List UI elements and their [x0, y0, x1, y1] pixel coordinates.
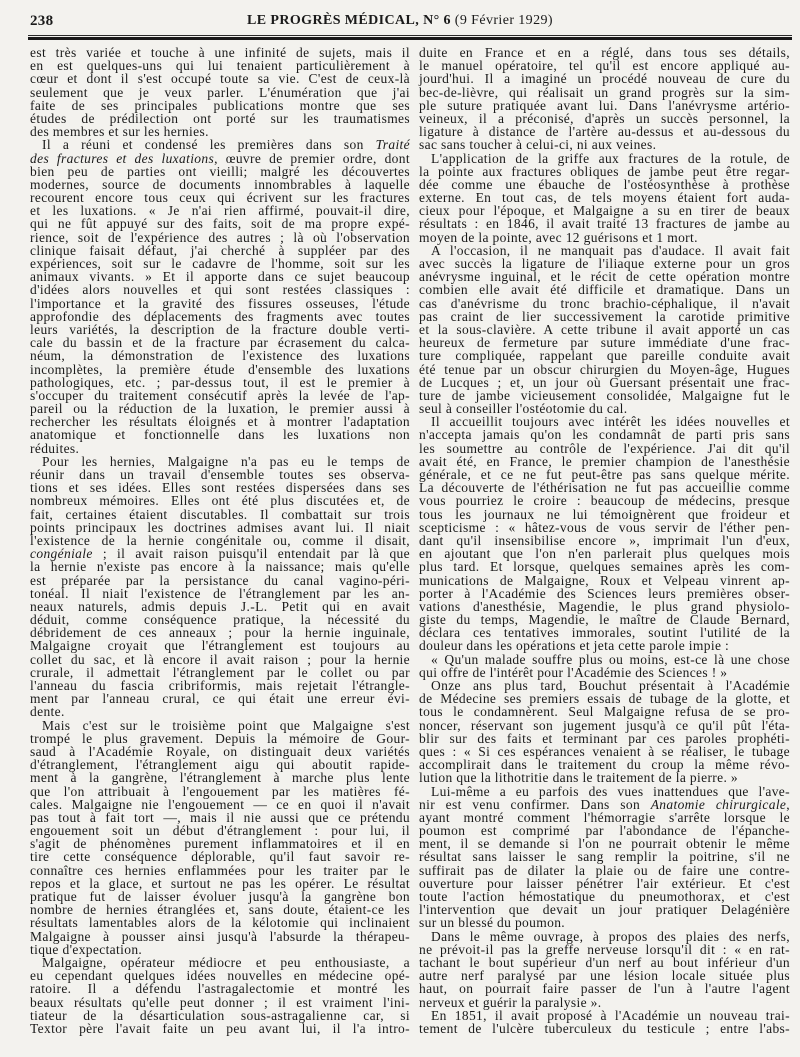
- text-line: pathologiques, etc. ; par-dessus tout, il est le premier à: [30, 374, 410, 390]
- text-line: ques : « Si ces espérances venaient à se réaliser, le tubage: [419, 743, 790, 759]
- text-line: incomplètes, la première étude d'ensemble des luxations: [30, 361, 410, 377]
- text-line: moyen de la pointe, avec 12 guérisons et 1 mort.: [419, 229, 698, 245]
- text-line: nombre de hernies étranglées et, sans doute, étaient-ce les: [30, 902, 410, 918]
- text-line: expériences, soit sur le cadavre de l'homme, soit sur les: [30, 256, 410, 271]
- text-line: tiateur de la désarticulation sous-astragalienne car, si: [30, 1007, 410, 1023]
- text-line: dant qu'il insensibilise encore », imprimait l'un d'eux,: [419, 532, 790, 548]
- text-line: pareil ou la réduction de la luxation, le premier aussi à: [30, 401, 410, 417]
- text-line: des membres et sur les hernies.: [30, 124, 209, 140]
- text-line: ment à la gangrène, l'étranglement à marche plus lente: [30, 770, 410, 786]
- text-line: la pointe aux fractures obliques de jambe peut être regar-: [419, 163, 790, 179]
- italic-text: congéniale: [30, 546, 93, 562]
- text-line: blir sur des faits et terminant par ces paroles prophéti-: [419, 730, 790, 746]
- text-line: leurs variétés, la description de la fracture double verti-: [30, 321, 410, 337]
- text-line: cieux pour l'époque, et Malgaigne a su en tirer de beaux: [419, 203, 790, 219]
- text-line: ayant montré comment l'hémorragie s'arrête lorsque le: [419, 809, 790, 825]
- text-line: haut, on pourrait faire passer de l'un à l'autre l'agent: [419, 981, 790, 997]
- text-line: La découverte de l'éthérisation ne fut pas accueillie comme: [419, 480, 790, 496]
- paragraph: [419, 785, 790, 930]
- text-line: approfondie des déplacements des fragments avec toutes: [30, 308, 410, 324]
- paragraph: [419, 1009, 790, 1035]
- text-line: l'anneau du fascia cribriformis, mais rejetait l'étrangle-: [30, 678, 410, 693]
- text-line: les soumettre au contrôle de l'expérience. J'ai dit qu'il: [419, 440, 790, 456]
- paragraph: [30, 46, 410, 138]
- text-line: douleur dans les opérations et jeta cette parole impie :: [419, 638, 730, 654]
- text-line: études de prédilection ont porté sur les traumatismes: [30, 110, 410, 126]
- text-line: munications de Malgaigne, Roux et Velpeau vinrent ap-: [419, 572, 790, 588]
- text-line: tonéal. Il niait l'existence de l'étranglement par les an-: [30, 585, 410, 601]
- text-line: ligature à distance de l'artère au-dessus et au-dessous du: [419, 124, 790, 140]
- text-line: anévrysme inguinal, et le récit de cette opération montre: [419, 269, 790, 285]
- paragraph: [419, 152, 790, 244]
- paragraph: [30, 956, 410, 1035]
- text-line: tachant le bout supérieur d'un nerf au bout inférieur d'un: [419, 954, 790, 970]
- text-line: pratique fut de laisser évoluer jusqu'à la gangrène bon: [30, 889, 410, 904]
- text-line: tous les journaux ne lui témoignèrent que froideur et: [419, 506, 790, 522]
- issue-date: (9 Février 1929): [454, 13, 553, 28]
- text-line: ment par l'anneau crural, ce qui était une erreur évi-: [30, 691, 410, 707]
- text-line: clinique faisait défaut, j'ai cherché à suppléer par des: [30, 242, 410, 258]
- text-line: cales. Malgaigne nie l'engouement — ce en quoi il n'avait: [30, 796, 410, 812]
- text-segment: Il a réuni et condensé les premières dans son: [42, 137, 376, 153]
- text-line: beaux résultats qu'elle peut donner ; il est vraiment l'ini-: [30, 994, 410, 1010]
- text-line: Mais c'est sur le troisième point que Malgaigne s'est: [42, 717, 410, 733]
- text-line: ple suture pratiquée avant lui. Dans l'anévrysme artério-: [419, 97, 790, 113]
- text-line: nombreux mémoires. Elles ont été plus discutées et, de: [30, 493, 410, 509]
- text-line: d'étranglement, l'étranglement aigu qui aboutit rapide-: [30, 757, 410, 773]
- text-line: noncer, réservant son jugement jusqu'à ce qu'il pût l'éta-: [419, 717, 790, 733]
- paragraph: [419, 679, 790, 785]
- text-line: de Lucques ; et, un jour où Guersant présentait une frac-: [419, 374, 790, 390]
- text-line: Malgaigne croyait que l'étranglement est toujours au: [30, 638, 410, 654]
- text-line: ratoire. Il a défendu l'astragalectomie et montré les: [30, 981, 410, 997]
- text-line: l'intervention que devait un jour pratiquer Delagénière: [419, 902, 790, 918]
- text-line: pas craint de lier successivement la carotide primitive: [419, 308, 790, 324]
- column-right: [419, 46, 790, 1038]
- text-line: accomplirait dans le traitement du croup la même révo-: [419, 757, 790, 773]
- text-line: réunir dans un travail d'ensemble toutes ses observa-: [30, 467, 410, 482]
- paragraph: [419, 653, 790, 679]
- paragraph: [419, 415, 790, 652]
- text-line: Il accueillit toujours avec intérêt les idées nouvelles et: [431, 414, 790, 430]
- text-segment: ; il avait raison puisqu'il entendait par là que: [92, 546, 410, 562]
- text-line: cale du bassin et de la fracture par écrasement du calca-: [30, 335, 410, 351]
- text-line: qui ne fût appuyé sur des faits, soit de ma propre expé-: [30, 216, 410, 232]
- journal-title: LE PROGRÈS MÉDICAL, N° 6: [247, 13, 451, 28]
- text-line: vous pourriez le croire : beaucoup de médecins, presque: [419, 493, 790, 509]
- text-line: giste du temps, Magendie, le maître de Claude Bernard,: [419, 612, 790, 628]
- text-line: été tenue par un obscur chirurgien du Moyen-âge, Hugues: [419, 361, 790, 377]
- text-line: résultats : en 1846, il avait traité 13 fractures de jambe au: [419, 216, 790, 232]
- paragraph: [419, 930, 790, 1009]
- text-line: heureux de fermeture par suture immédiate d'une frac-: [419, 335, 790, 351]
- text-line: de Médecine ses premiers essais de tubage de la glotte, et: [419, 691, 790, 707]
- text-line: Lui-même a eu parfois des vues inattendues que l'ave-: [431, 783, 790, 799]
- text-line: est très variée et touche à une infinité de sujets, mais il: [30, 45, 410, 60]
- text-line: néum, la démonstration de l'existence des luxations: [30, 348, 410, 364]
- text-line: fait, certaines étaient discutables. Il combattait sur trois: [30, 506, 410, 522]
- text-line: autre nerf paralysé par une lésion locale située plus: [419, 968, 790, 984]
- text-line: tement de l'ulcère tuberculeux du testicule ; entre l'abs-: [419, 1020, 790, 1036]
- text-line: repos et la glace, et surtout ne pas les opérer. Le résultat: [30, 875, 410, 891]
- text-line: la hernie n'existe pas encore à la naissance; mais qu'elle: [30, 559, 410, 575]
- text-line: engouement soit un début d'étranglement : pour lui, il: [30, 823, 410, 839]
- text-line: ne prévoit-il pas la greffe nerveuse lorsqu'il dit : « en rat-: [419, 941, 790, 957]
- text-line: en est quelques-uns qui lui tenaient particulièrement à: [30, 58, 410, 74]
- text-line: [419, 798, 790, 811]
- italic-text: Anatomie chirurgicale: [650, 796, 787, 812]
- text-line: scepticisme : « hâtez-vous de vous servir de l'éther pen-: [419, 519, 790, 535]
- text-line: faite de ses principales publications montre que ses: [30, 97, 410, 113]
- text-line: connaître ces hernies enflammées pour les traiter par le: [30, 862, 410, 878]
- text-line: résultats lamentables alors de la kélotomie qui inclinaient: [30, 915, 410, 931]
- column-left: [30, 46, 410, 1038]
- text-line: dente.: [30, 704, 65, 720]
- text-line: s'occuper du traitement consécutif après la levée de l'ap-: [30, 387, 410, 403]
- text-line: plus tard. Et lorsque, quelques semaines après les com-: [419, 559, 790, 575]
- text-line: qui offre de l'intérêt pour l'Académie des Sciences ! »: [419, 664, 728, 680]
- text-line: suffirait pas de dilater la plaie ou de faire une contre-: [419, 862, 790, 878]
- text-line: résultat sans laisser le sang remplir la poitrine, s'il ne: [419, 849, 790, 865]
- text-line: déclara ces tentatives immorales, soutint l'utilité de la: [419, 625, 790, 641]
- text-line: crurale, il admettait l'étranglement par le collet ou par: [30, 664, 410, 680]
- text-line: points principaux les doctrines admises avant lui. Il niait: [30, 519, 410, 535]
- text-line: bien peu de parties ont vieilli; malgré les découvertes: [30, 163, 410, 179]
- header-rule-thin: [28, 35, 792, 36]
- text-line: réduites.: [30, 440, 80, 456]
- text-line: modernes, source de documents innombrables à laquelle: [30, 176, 410, 192]
- text-line: rechercher les résultats éloignés et à montrer l'adaptation: [30, 414, 410, 430]
- text-line: est préparée par la persistance du canal vagino-péri-: [30, 572, 410, 588]
- text-line: porter à l'Académie des Sciences leurs premières obser-: [419, 585, 790, 601]
- text-line: veineux, il a préconisé, d'après un succès personnel, la: [419, 110, 790, 126]
- text-line: tous le condamnèrent. Seul Malgaigne refusa de se pro-: [419, 704, 790, 720]
- text-line: vations d'anesthésie, Magendie, le plus grand physiolo-: [419, 598, 790, 614]
- text-line: rience, soit de l'expérience des autres ; là où l'observation: [30, 229, 410, 245]
- text-line: sur un blessé du poumon.: [419, 915, 566, 931]
- text-line: d'idées alors nouvelles et qui sont restées classiques :: [30, 282, 410, 298]
- text-line: pas tout à fait tort —, mais il nie aussi que ce prétendu: [30, 809, 410, 825]
- text-line: recourent encore tous ceux qui écrivent sur les fractures: [30, 190, 410, 206]
- text-line: débridement de ces anneaux ; pour la hernie inguinale,: [30, 625, 410, 641]
- text-line: Dans le même ouvrage, à propos des plaies des nerfs,: [431, 928, 790, 944]
- text-line: ment, il se demande si l'on ne pourrait obtenir le même: [419, 836, 790, 852]
- text-line: neaux naturels, admis depuis J.-L. Petit qui en avait: [30, 598, 410, 614]
- text-line: trompé le plus gravement. Depuis la mémoire de Gour-: [30, 730, 410, 746]
- text-line: externe. En tout cas, de tels moyens étaient fort auda-: [419, 190, 790, 206]
- text-line: tique d'expectation.: [30, 941, 143, 957]
- text-line: Pour les hernies, Malgaigne n'a pas eu le temps de: [42, 453, 410, 469]
- text-line: générale, et ce ne fut peut-être pas sans quelque mérite.: [419, 467, 790, 482]
- page-number: 238: [30, 13, 54, 29]
- text-line: combien elle avait été difficile et dramatique. Dans un: [419, 282, 790, 298]
- text-line: s'agit de phénomènes purement inflammatoires et il en: [30, 836, 410, 852]
- text-line: Textor père l'avait faite un peu avant lui, il l'a intro-: [30, 1020, 410, 1036]
- text-line: seul à conseiller l'ostéotomie du cal.: [419, 401, 628, 417]
- text-line: que l'on attribuait à l'engouement par les matières fé-: [30, 783, 410, 799]
- text-line: jourd'hui. Il a imaginé un procédé nouveau de cure du: [419, 71, 790, 87]
- text-line: n'accepta jamais qu'on les condamnât de parti pris sans: [419, 427, 790, 443]
- italic-text: Traité: [375, 137, 410, 153]
- text-line: déduit, comme conséquence pratique, la nécessité du: [30, 612, 410, 628]
- text-line: poumon est comprimé par l'abondance de l'épanche-: [419, 823, 790, 839]
- text-line: tire cette conséquence déplorable, qu'il faut savoir re-: [30, 849, 410, 865]
- text-line: ture compliquée, rappelant que pareille conduite avait: [419, 348, 790, 364]
- text-segment: ,: [786, 796, 791, 812]
- text-line: animaux vivants. » Et il apporte dans ce sujet beaucoup: [30, 269, 410, 285]
- text-line: sac sans toucher à celui-ci, ni aux veines.: [419, 137, 657, 153]
- text-line: anatomique et fonctionnelle dans les luxations non: [30, 427, 410, 443]
- text-line: saud à l'Académie Royale, on distinguait deux variétés: [30, 743, 410, 759]
- text-segment: , œuvre de premier ordre, dont: [214, 150, 410, 166]
- text-line: En 1851, il avait proposé à l'Académie un nouveau trai-: [431, 1007, 790, 1023]
- text-line: ouverture pour laisser pénétrer l'air extérieur. Et c'est: [419, 875, 790, 891]
- text-line: le manuel opératoire, tel qu'il est encore appliqué au-: [419, 58, 790, 74]
- text-line: avait été, en France, le premier champion de l'anesthésie: [419, 453, 790, 469]
- running-header: [0, 13, 800, 29]
- text-line: dée comme une ébauche de l'ostéosynthèse à prothèse: [419, 176, 790, 192]
- text-line: et les luxations. « Je n'ai rien affirmé, pouvait-il dire,: [30, 203, 410, 219]
- paragraph: [419, 46, 790, 152]
- text-line: avec succès la ligature de l'iliaque externe pour un gros: [419, 256, 790, 271]
- paragraph: [419, 244, 790, 415]
- text-line: duite en France et en a réglé, dans tous ses détails,: [419, 45, 790, 60]
- italic-text: des fractures et des luxations: [30, 150, 215, 166]
- paragraph: [30, 455, 410, 719]
- text-segment: nir est venu confirmer. Dans son: [419, 796, 651, 812]
- text-line: [30, 152, 410, 165]
- text-line: eu cependant quelques idées nouvelles en médecine opé-: [30, 968, 410, 984]
- text-line: A l'occasion, il ne manquait pas d'audace. Il avait fait: [431, 242, 790, 258]
- text-line: bec-de-lièvre, qui réalisait un grand progrès sur la sim-: [419, 84, 790, 100]
- text-line: cœur et dont il s'est occupé toute sa vie. C'est de ceux-là: [30, 71, 410, 87]
- text-line: collet du sac, et là encore il avait raison ; pour la hernie: [30, 651, 410, 667]
- paragraph: [30, 138, 410, 455]
- text-line: nerveux et guérir la paralysie ».: [419, 994, 602, 1010]
- text-line: et la sous-clavière. A cette tribune il avait apporté un cas: [419, 321, 790, 337]
- header-rule-thick: [28, 37, 792, 40]
- text-line: Malgaigne, opérateur médiocre et peu enthousiaste, a: [42, 954, 410, 970]
- text-line: l'existence de la hernie congénitale ou, comme il disait,: [30, 532, 410, 548]
- text-line: lution que la lithotritie dans le traitement de la pierre. »: [419, 770, 739, 786]
- text-line: ture de jambe vicieusement consolidée, Malgaigne fut le: [419, 387, 790, 403]
- text-line: « Qu'un malade souffre plus ou moins, est-ce là une chose: [431, 651, 790, 667]
- text-line: Onze ans plus tard, Bouchut présentait à l'Académie: [431, 678, 790, 693]
- paragraph: [30, 719, 410, 956]
- text-line: L'application de la griffe aux fractures de la rotule, de: [431, 150, 790, 166]
- text-line: en ajoutant que l'on n'en parlerait plus quelques mois: [419, 546, 790, 562]
- text-line: l'importance et la gravité des fissures osseuses, l'étude: [30, 295, 410, 311]
- text-line: seulement que je veux parler. L'énumération que j'ai: [30, 84, 410, 100]
- text-line: Malgaigne à pousser ainsi jusqu'à l'absurde la thérapeu-: [30, 928, 410, 944]
- text-line: tions et ses idées. Elles sont restées dispersées dans ses: [30, 480, 410, 496]
- text-line: toute l'action hémostatique du pneumothorax, et c'est: [419, 889, 790, 904]
- text-line: cas d'anévrisme du tronc brachio-céphalique, il n'avait: [419, 295, 790, 311]
